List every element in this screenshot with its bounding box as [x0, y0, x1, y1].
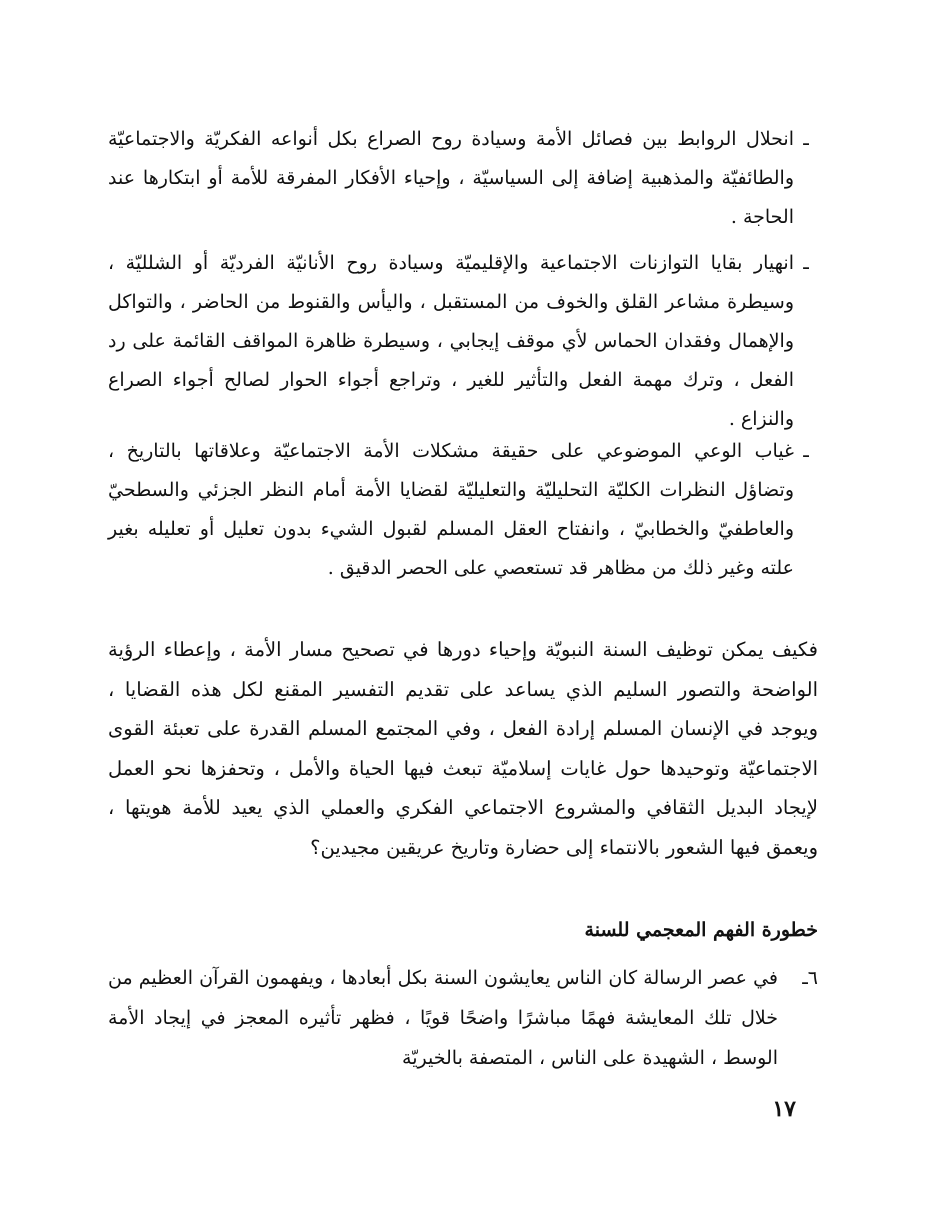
bullet-text: انحلال الروابط بين فصائل الأمة وسيادة روح الصراع بكل أنواعه الفكريّة والاجتماعيّة والطائفيّة والمذهبية إضافة إلى السياسيّة ، وإحياء الأفكار المفرقة للأمة أو ابتكارها عند الحاجة .: [108, 128, 794, 228]
numbered-item-6: [108, 958, 818, 1078]
bullet-dash: ـ: [803, 128, 809, 150]
numbered-text: في عصر الرسالة كان الناس يعايشون السنة بكل أبعادها ، ويفهمون القرآن العظيم من خلال تلك المعايشة فهمًا مباشرًا واضحًا قويًا ، فظهر تأثيره المعجز في إيجاد الأمة الوسط ، الشهيدة على الناس ، المتصفة بالخيريّة: [108, 967, 778, 1069]
body-paragraph: فكيف يمكن توظيف السنة النبويّة وإحياء دورها في تصحيح مسار الأمة ، وإعطاء الرؤية الواضحة والتصور السليم الذي يساعد على تقديم التفسير المقنع لكل هذه القضايا ، ويوجد في الإنسان المسلم إرادة الفعل ، وفي المجتمع المسلم القدرة على تعبئة القوى الاجتماعيّة وتوحيدها حول غايات إسلاميّة تبعث فيها الحياة والأمل ، وتحفزها نحو العمل لإيجاد البديل الثقافي والمشروع الاجتماعي الفكري والعملي الذي يعيد للأمة هويتها ، ويعمق فيها الشعور بالانتماء إلى حضارة وتاريخ عريقين مجيدين؟: [108, 638, 818, 859]
section-heading: خطورة الفهم المعجمي للسنة: [584, 919, 818, 941]
bullet-text: غياب الوعي الموضوعي على حقيقة مشكلات الأمة الاجتماعيّة وعلاقاتها بالتاريخ ، وتضاؤل النظرات الكليّة التحليليّة والتعليليّة لقضايا الأمة أمام النظر الجزئي والسطحيّ والعاطفيّ والخطابيّ ، وانفتاح العقل المسلم لقبول الشيء بدون تعليل أو تعليله بغير علته وغير ذلك من مظاهر قد تستعصي على الحصر الدقيق .: [108, 440, 794, 579]
bullet-item-2: [108, 244, 818, 439]
bullet-dash: ـ: [803, 252, 809, 274]
bullet-item-3: [108, 432, 818, 588]
bullet-item-1: [108, 120, 818, 237]
bullet-dash: ـ: [803, 440, 809, 462]
page-number: ١٧: [772, 1096, 796, 1122]
item-number: ٦ـ: [802, 967, 818, 989]
bullet-text: انهيار بقايا التوازنات الاجتماعية والإقليميّة وسيادة روح الأنانيّة الفرديّة أو الشلليّة ، وسيطرة مشاعر القلق والخوف من المستقبل ، واليأس والقنوط من الحاضر ، والتواكل والإهمال وفقدان الحماس لأي موقف إيجابي ، وسيطرة ظاهرة المواقف القائمة على رد الفعل ، وترك مهمة الفعل والتأثير للغير ، وتراجع أجواء الحوار لصالح أجواء الصراع والنزاع .: [108, 252, 795, 430]
